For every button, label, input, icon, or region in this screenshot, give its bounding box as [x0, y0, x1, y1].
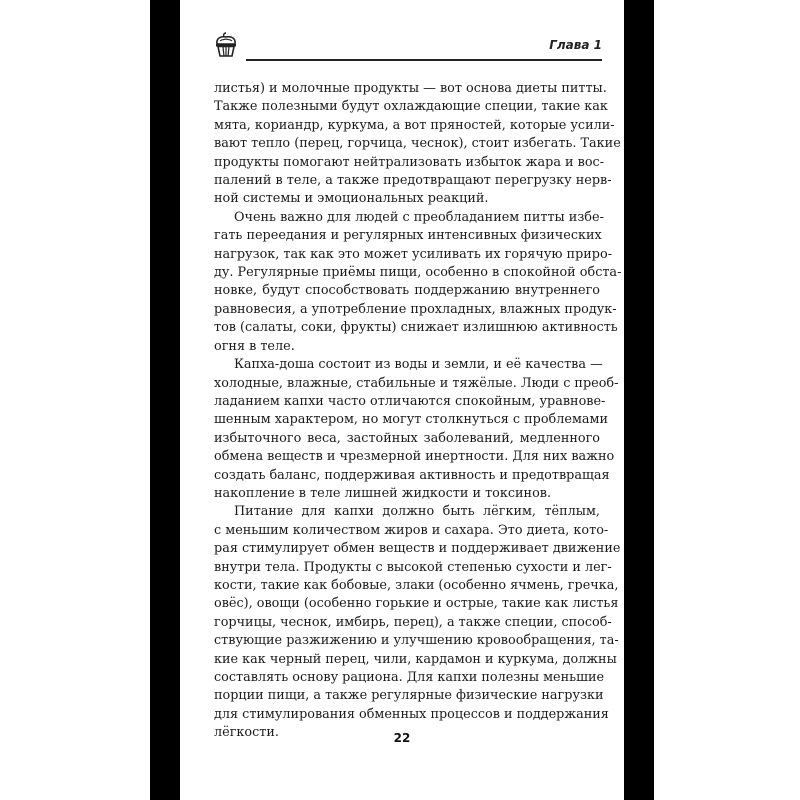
paragraph — [214, 80, 621, 209]
paragraph — [214, 356, 619, 503]
text-line: ной системы и эмоциональных реакций. — [214, 191, 489, 207]
text-line: новке, будут способствовать поддержанию внутреннего — [214, 283, 600, 299]
running-header — [194, 28, 602, 60]
text-line: с меньшим количеством жиров и сахара. Это диета, кото- — [214, 522, 609, 538]
text-line: для стимулирования обменных процессов и поддержания — [214, 706, 609, 722]
text-line: накопление в теле лишней жидкости и токсинов. — [214, 485, 552, 501]
text-line: шенным характером, но могут столкнуться с проблемами — [214, 412, 609, 428]
chapter-title: Глава 1 — [549, 38, 602, 52]
text-line: горчицы, чеснок, имбирь, перец), а также специи, способ- — [214, 614, 612, 630]
text-line: листья) и молочные продукты — вот основа диеты питты. — [214, 81, 607, 96]
text-line: продукты помогают нейтрализовать избыток жара и вос- — [214, 154, 605, 170]
text-line: рая стимулирует обмен веществ и поддерживает движение — [214, 541, 621, 557]
right-black-border — [624, 0, 654, 800]
text-line: Капха-доша состоит из воды и земли, и её качества — — [234, 357, 603, 373]
text-line: овёс), овощи (особенно горькие и острые, такие как листья — [214, 596, 619, 612]
left-black-border — [150, 0, 180, 800]
text-line: огня в теле. — [214, 338, 295, 354]
paragraph — [214, 209, 622, 356]
text-line: равновесия, а употребление прохладных, влажных продук- — [214, 301, 617, 317]
text-line: кие как черный перец, чили, кардамон и куркума, должны — [214, 651, 617, 667]
text-line: мята, кориандр, куркума, а вот пряностей, которые усили- — [214, 117, 615, 133]
text-line: гать переедания и регулярных интенсивных физических — [214, 228, 602, 244]
header-rule — [246, 59, 602, 61]
text-line: Питание для капхи должно быть лёгким, тёплым, — [234, 504, 600, 520]
text-line: кости, такие как бобовые, злаки (особенно ячмень, гречка, — [214, 577, 619, 593]
text-line: холодные, влажные, стабильные и тяжёлые. Люди с преоб- — [214, 375, 619, 391]
text-line: избыточного веса, застойных заболеваний, медленного — [214, 430, 600, 446]
text-line: палений в теле, а также предотвращают перегрузку нерв- — [214, 173, 612, 189]
book-page — [180, 0, 624, 800]
text-line: нагрузок, так как это может усиливать их горячую приро- — [214, 246, 613, 262]
text-line: ду. Регулярные приёмы пищи, особенно в спокойной обста- — [214, 265, 622, 281]
text-line: составлять основу рациона. Для капхи полезны меньшие — [214, 670, 605, 685]
text-line: вают тепло (перец, горчица, чеснок), стоит избегать. Такие — [214, 136, 621, 152]
page-number: 22 — [393, 731, 411, 745]
cupcake-icon — [214, 32, 238, 58]
text-line: ладанием капхи часто отличаются спокойным, уравнове- — [214, 393, 606, 409]
text-line: внутри тела. Продукты с высокой степенью сухости и лег- — [214, 559, 612, 575]
paragraph — [214, 503, 621, 742]
text-line: тов (салаты, соки, фрукты) снижает излишнюю активность — [214, 320, 618, 336]
body-text — [214, 80, 622, 743]
text-line: ствующие разжижению и улучшению кровообращения, та- — [214, 633, 619, 649]
text-line: лёгкости. — [214, 725, 279, 741]
text-line: Очень важно для людей с преобладанием питты избе- — [234, 209, 604, 225]
text-line: Также полезными будут охлаждающие специи, такие как — [214, 99, 608, 115]
text-line: порции пищи, а также регулярные физические нагрузки — [214, 688, 604, 704]
text-line: обмена веществ и чрезмерной инертности. Для них важно — [214, 449, 615, 465]
text-line: создать баланс, поддерживая активность и предотвращая — [214, 467, 610, 483]
